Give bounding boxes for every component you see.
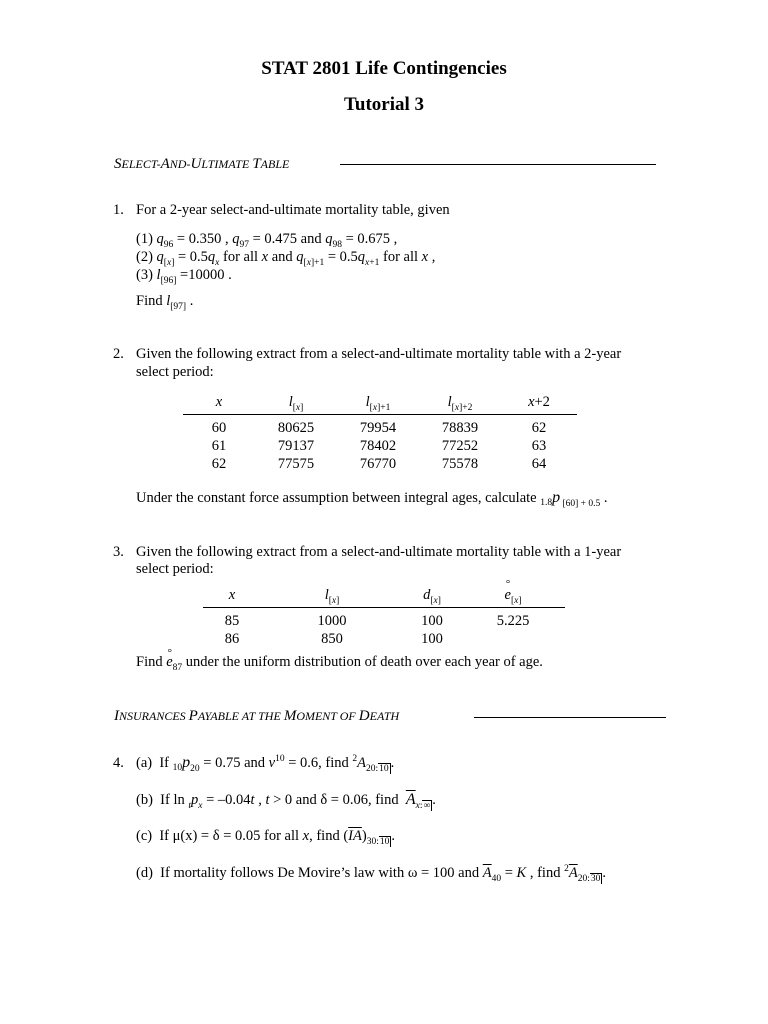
question-2-line-1: Given the following extract from a select-and-ultimate mortality table with a 2-year [136,346,622,362]
question-3-line-2: select period: [136,561,214,577]
given-condition-1: (1) $q_{96} = 0.350$ , $q_{97} = 0.475$ and $q_{98} = 0.675$ , [136,231,398,250]
column-header: x+2 [501,390,577,415]
table-header-row [183,390,577,415]
question-4a: (a) If $_{10}p_{20} = 0.75$ and $v^{10} = 0.6$, find $^2A_{20:10}$ . [136,754,395,774]
question-number: 3. [113,544,124,560]
question-3-line-1: Given the following extract from a select-and-ultimate mortality table with a 1-year [136,544,622,560]
table-cell: 1000 [317,613,347,629]
table-cell: 62 [531,420,547,436]
table-row [183,455,577,473]
table-cell: 75578 [441,456,479,472]
table-header-row [203,583,565,608]
table-cell: 77252 [441,438,479,454]
table-cell [461,630,565,648]
given-condition-2: (2) $q_{[x]} = 0.5q_x$ for all x and $q_{[x]+1} = 0.5q_{x+1}$ for all x , [136,249,436,268]
table-cell: 5.225 [496,613,530,629]
table-cell: 85 [224,613,240,629]
mortality-table-1yr [203,583,565,648]
column-header: $d_{[x]}$ [403,583,461,608]
table-cell: 60 [211,420,227,436]
column-header: x [203,583,261,608]
table-cell: 100 [421,613,443,629]
question-4c: (c) If μ(x) = δ = 0.05 for all x, find $(\overline{I}\overline{A})_{30:10}$ . [136,828,395,847]
table-cell: 80625 [277,420,315,436]
table-cell: 77575 [277,456,315,472]
section-heading-insurances: INSURANCES PAYABLE AT THE MOMENT OF DEATH [114,708,400,724]
table-cell: 79954 [359,420,397,436]
table-row [203,608,565,631]
section-rule [474,717,666,718]
question-2-line-2: select period: [136,364,214,380]
question-3-find: Find ° $e_{87}$ under the uniform distribution of death over each year of age. [136,653,543,671]
table-cell: 78402 [359,438,397,454]
question-4d: (d) If mortality follows De Movire’s law with ω = 100 and $\overline{A}_{40} = K$ , find $^2\overline{A}_{20:30}$ . [136,864,606,884]
question-4b: (b) If $\ln _tp_x = -0.04t$ , t > 0 and δ = 0.06, find $\overline{A}_{x:\infty}$ . [136,791,436,811]
table-cell: 78839 [441,420,479,436]
question-1-find: Find $l_{[97]}$ . [136,293,194,312]
column-header: $l_{[x]}$ [255,390,337,415]
mortality-table-2yr [183,390,577,473]
column-header: $l_{[x]+2}$ [419,390,501,415]
column-header: x [183,390,255,415]
section-rule [340,164,656,165]
table-cell: 62 [211,456,227,472]
table-row [183,415,577,438]
column-header: ° $e_{[x]}$ [461,583,565,608]
table-cell: 63 [531,438,547,454]
table-row [183,437,577,455]
question-number: 1. [113,202,124,218]
question-2-calculate: Under the constant force assumption between integral ages, calculate $_{1.8}$p $_{[60] + 0.5}$ . [136,489,608,509]
table-cell: 79137 [277,438,315,454]
table-cell: 61 [211,438,227,454]
column-header: $l_{[x]+1}$ [337,390,419,415]
section-heading-select-ultimate: SELECT-AND-ULTIMATE TABLE [114,156,290,172]
table-row [203,630,565,648]
table-cell: 100 [421,631,443,647]
page-subtitle: Tutorial 3 [343,94,425,115]
column-header: $l_{[x]}$ [261,583,403,608]
table-cell: 64 [531,456,547,472]
question-number: 4. [113,755,124,771]
given-condition-3: (3) $l_{[96]} =10000$ . [136,267,232,286]
table-cell: 76770 [359,456,397,472]
question-1-intro: For a 2-year select-and-ultimate mortality table, given [136,202,450,218]
question-number: 2. [113,346,124,362]
table-cell: 86 [224,631,240,647]
table-cell: 850 [321,631,343,647]
page-title: STAT 2801 Life Contingencies [261,58,507,79]
